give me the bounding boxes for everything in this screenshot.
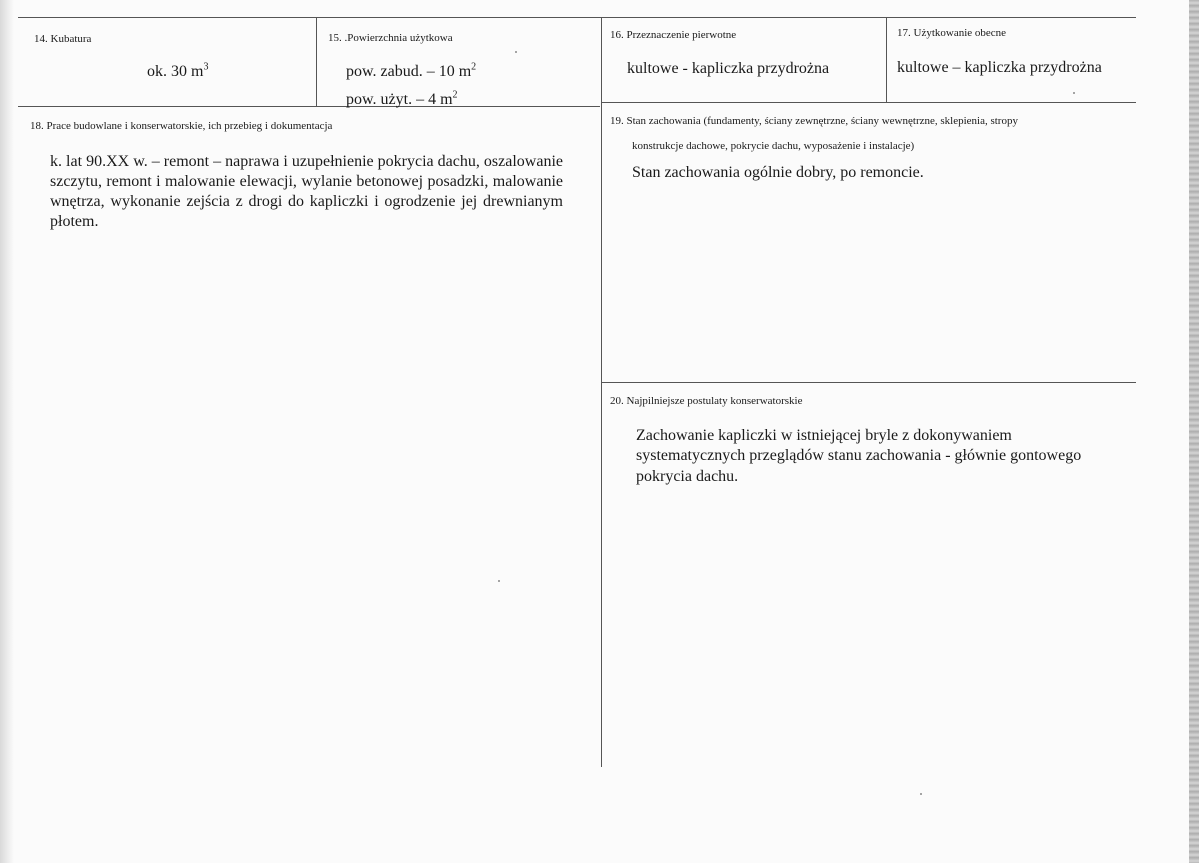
field-14-value [147,61,208,82]
field-16-label: 16. Przeznaczenie pierwotne [610,29,737,41]
pow-uzyt-text: pow. użyt. – 4 m [346,91,453,108]
top-border-line [18,17,1136,18]
field-20-line-2: systematycznych przeglądów stanu zachowania - głównie gontowego [636,447,1082,464]
row-divider-line [18,106,600,107]
scan-speck [498,580,500,582]
pow-uzyt-exponent: 2 [452,89,458,101]
scan-speck [1073,92,1075,94]
kubatura-value-text: ok. 30 m [147,63,204,80]
field-15-line-1 [346,61,476,82]
scan-shadow-left [0,0,14,863]
field-14-label: 14. Kubatura [34,33,92,45]
field-20-label: 20. Najpilniejsze postulaty konserwatorskie [610,395,803,407]
scan-speck [920,793,922,795]
col-divider-main [601,17,602,767]
field-20-line-3: pokrycia dachu. [636,468,739,485]
field-19-label-line-2: konstrukcje dachowe, pokrycie dachu, wyposażenie i instalacje) [632,140,915,152]
field-15-line-2 [346,89,458,110]
scan-edge-right [1189,0,1199,863]
field-17-value: kultowe – kapliczka przydrożna [897,59,1102,76]
kubatura-unit-exponent: 3 [203,61,209,73]
section-19-20-divider [601,382,1136,383]
field-18-text: k. lat 90.XX w. – remont – naprawa i uzupełnienie pokrycia dachu, oszalowanie szczytu, remont i malowanie elewacji, wylanie betonowej posadzki, malowanie wnętrza, wykonanie zejścia z drogi do kapliczki i ogrodzenie jej drewnianym płotem. [50,153,563,230]
field-16-value: kultowe - kapliczka przydrożna [627,60,830,77]
field-19-label-line-1: 19. Stan zachowania (fundamenty, ściany zewnętrzne, ściany wewnętrzne, sklepienia, stropy [610,115,1018,127]
scan-speck [515,51,517,53]
field-15-label: 15. .Powierzchnia użytkowa [328,32,453,44]
pow-zabud-text: pow. zabud. – 10 m [346,63,472,80]
field-17-label: 17. Użytkowanie obecne [897,27,1007,39]
pow-zabud-exponent: 2 [471,61,477,73]
field-20-line-1: Zachowanie kapliczki w istniejącej bryle z dokonywaniem [636,427,1012,444]
col-divider-14-15 [316,17,317,106]
row-divider-line-right [601,102,1136,103]
col-divider-16-17 [886,17,887,102]
field-19-text: Stan zachowania ogólnie dobry, po remoncie. [632,164,924,181]
field-18-label: 18. Prace budowlane i konserwatorskie, ich przebieg i dokumentacja [30,120,333,132]
